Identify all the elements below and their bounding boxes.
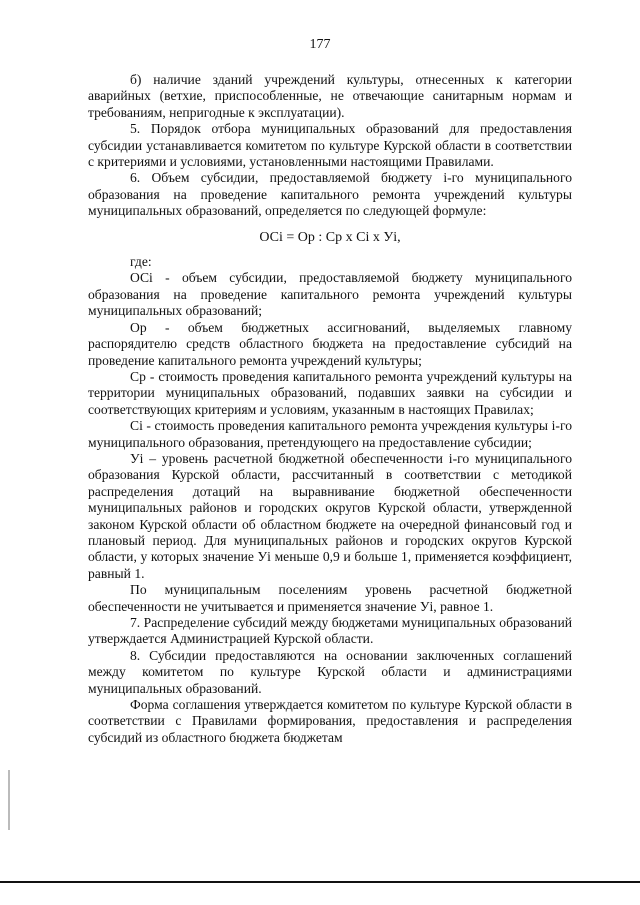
definition-osi: ОСi - объем субсидии, предоставляемой бюджету муниципального образования на проведение капитального ремонта учреждений культуры муниципальных образований;	[88, 270, 572, 319]
paragraph-b: б) наличие зданий учреждений культуры, отнесенных к категории аварийных (ветхие, приспособленные, не отвечающие санитарным нормам и требованиям, непригодные к эксплуатации).	[88, 72, 572, 120]
definition-op: Ор - объем бюджетных ассигнований, выделяемых главному распорядителю средств областного бюджета на предоставление субсидий на проведение капитального ремонта учреждений культуры;	[88, 319, 572, 368]
where-label: где:	[130, 254, 152, 270]
paragraph-7: 7. Распределение субсидий между бюджетами муниципальных образований утверждается Администрацией Курской области.	[88, 615, 572, 647]
scan-edge-mark	[8, 770, 10, 830]
paragraph-agreement-form: Форма соглашения утверждается комитетом по культуре Курской области в соответствии с Правилами формирования, предоставления и распределения субсидий из областного бюджета бюджетам	[88, 697, 572, 745]
subsidy-formula: ОСi = Ор : Ср х Сi х Уi,	[259, 229, 401, 245]
definition-si: Сi - стоимость проведения капитального ремонта учреждения культуры i-го муниципального образования, претендующего на предоставление субсидии;	[88, 418, 572, 450]
scan-bottom-edge	[0, 881, 640, 883]
paragraph-8: 8. Субсидии предоставляются на основании заключенных соглашений между комитетом по культуре Курской области и администрациями муниципальных образований.	[88, 647, 572, 696]
definition-settlements: По муниципальным поселениям уровень расчетной бюджетной обеспеченности не учитывается и применяется значение Уi, равное 1.	[88, 582, 572, 614]
definition-yi: Уi – уровень расчетной бюджетной обеспеченности i-го муниципального образования Курской области, рассчитанный в соответствии с методикой распределения дотаций на выравнивание бюджетной обеспеченности муниципальных районов и городских округов Курской области, утвержденной законом Курской области об областном бюджете на очередной финансовый год и плановый период. Для муниципальных районов и городских округов Курской области, у которых значение Уi меньше 0,9 и больше 1, применяется коэффициент, равный 1.	[88, 450, 572, 581]
paragraph-6: 6. Объем субсидии, предоставляемой бюджету i-го муниципального образования на проведение капитального ремонта учреждений культуры муниципальных образований, определяется по следующей формуле:	[88, 170, 572, 219]
document-body	[88, 72, 572, 746]
definition-sp: Ср - стоимость проведения капитального ремонта учреждений культуры на территории муниципальных образований, подавших заявки на субсидии и соответствующих критериям и условиям, указанным в настоящих Правилах;	[88, 368, 572, 417]
paragraph-5: 5. Порядок отбора муниципальных образований для предоставления субсидии устанавливается комитетом по культуре Курской области в соответствии с критериями и условиями, установленными настоящими Правилами.	[88, 121, 572, 170]
page-number: 177	[309, 37, 331, 52]
